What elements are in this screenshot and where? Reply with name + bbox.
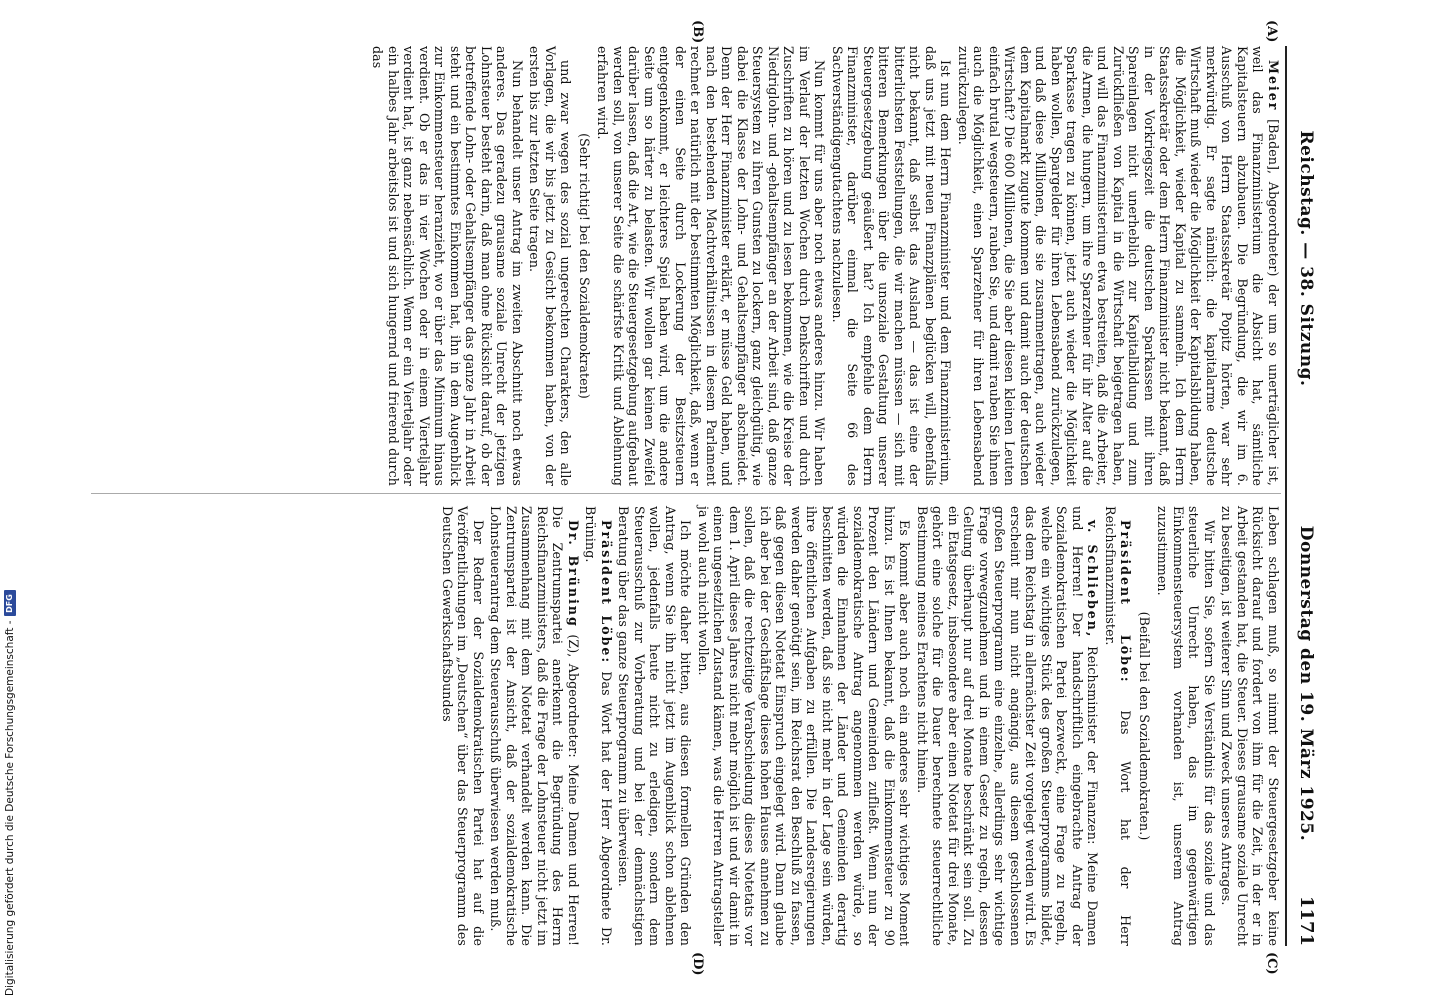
paragraph-text: (Z), Abgeordneter: Meine Damen und Herren! Die Zentrumspartei anerkennt die Begründung des Herrn Reichsfinanzministers, daß die Frage der Lohnsteuer nicht jetzt im Zusammenhang mit dem Notetat verhandelt werden kann. Die Zentrumspartei ist der Ansicht, daß der sozialdemokratische Lohnsteuerantrag dem Steuerausschuß überwiesen werden muß. (488, 506, 581, 946)
interjection (1137, 506, 1153, 946)
paragraph-text: Der Redner der Sozialdemokratischen Partei hat auf die Veröffentlichungen im „Deutschen“ über das Steuerprogramm des Deutschen Gewerkschaftsbundes (440, 506, 486, 946)
paragraph-text: Nun kommt für uns aber noch etwas anderes hinzu. Wir haben im Verlauf der letzten Wochen durch Denkschriften und durch Zuschriften zu hören und zu lesen bekommen, wie die Kreise der Niedriglohn- und -gehaltsempfänger an der Arbeit sind, daß ganze Steuersystem zu ihren Gunsten zu lockern, ganz gleichgültig, wie dabei die Klasse der Lohn- und Gehaltsempfänger abschneidet. Denn der Herr Finanzminister erklärt, er müsse Geld haben, und nach den bestehenden Machtverhältnissen in diesem Parlament rechnet er natürlich mit der bestimmten Möglichkeit, daß, wenn er der einen Seite durch Lockerung der Besitzsteuern entgegenkommt, er leichteres Spiel haben wird, um die andere Seite um so härter zu belasten. Wir wollen gar keinen Zweifel darüber lassen, daß die Art, wie die Steuergesetzgebung aufgebaut werden soll, von unserer Seite die schärfste Kritik und Ablehnung erfahren wird. (595, 46, 828, 486)
paragraph-text: [Baden], Abgeordneter) der um so unerträglicher ist, weil das Finanzministerium die Absicht hat, sämtliche Kapitalsteuern abzubauen. Die Begründung, die wir im 6. Ausschuß von Herrn Staatssekretär Popitz hörten, war sehr merkwürdig. Er sagte nämlich: die kapitalarme deutsche Wirtschaft muß wieder die Möglichkeit der Kapitalsbildung haben, die Möglichkeit, wieder Kapital zu sammeln. Ich dem Herrn Staatssekretär oder dem Herrn Finanzminister nicht bekannt, daß in der Vorkriegszeit die deutschen Sparkassen mit ihren Spareinlagen nicht unerheblich zur Kapitalbildung und zum Zurückfließen von Kapital in die Wirtschaft beigetragen haben, und will das Finanzministerium etwa bestreiten, daß die Arbeiter, die Armen, die hungern, um ihre Sparzehner für ihr Alter auf die Sparkasse tragen zu können, jetzt auch wieder die Möglichkeit haben wollen, Spargelder für ihren Lebensabend zurückzulegen, und daß diese Millionen, die sie zusammentragen, auch wieder dem Kapitalmarkt zugute kommen und damit auch der deutschen Wirtschaft? Die 600 Millionen, die Sie aber diesen kleinen Leuten einfach brutal wegsteuern, rauben Sie, und damit rauben Sie ihnen auch die Möglichkeit, einen Sparzehner für ihren Lebensabend zurückzulegen. (956, 46, 1281, 486)
paragraph-text: Nun behandelt unser Antrag im zweiten Abschnitt noch etwas anderes. Das geradezu grausame soziale Unrecht der jetzigen Lohnsteuer besteht darin, daß man ohne Rücksicht darauf, ob der betreffende Lohn- oder Gehaltsempfänger das ganze Jahr in Arbeit steht und ein bestimmtes Einkommen hat, ihn in dem Augenblick zur Einkommensteuer heranzieht, wo er über das Minimum hinaus verdient. Ob er das in vier Wochen oder in einem Vierteljahr verdient hat, ist ganz nebensächlich. Wenn er ein Vierteljahr oder ein halbes Jahr arbeitslos ist und sich hungernd und frierend durch das (370, 46, 525, 486)
right-column (438, 506, 1282, 946)
speech-paragraph (488, 506, 581, 946)
speech-paragraph (1103, 506, 1134, 946)
paragraph-text: Reichsminister der Finanzen: Meine Damen und Herren! Der handschriftlich eingebrachte Antrag der Sozialdemokratischen Partei bezweckt, eine Frage zu regeln, welche ein wichtiges Stück des großen Steuerprogramms bildet, das dem Reichstag in allernächster Zeit vorgelegt werden wird. Es erscheint mir nun nicht angängig, aus diesem geschlossenen großen Steuerprogramm eine einzelne, allerdings sehr wichtige Frage vorwegzunehmen und in einem Gesetz zu regeln, dessen Geltung überhaupt nur auf drei Monate beschränkt sein soll. Zu ein Etatsgesetz, insbesondere aber einen Notetat für drei Monate, gehört eine solche für die Dauer berechnete steuerrechtliche Bestimmung meines Erachtens nicht hinein. (915, 506, 1101, 946)
paragraph (595, 46, 828, 486)
left-column (368, 46, 1281, 486)
credit-strip (0, 0, 22, 1000)
paragraph-text: Wir bitten Sie, sofern Sie Verständnis für das soziale und das steuerliche Unrecht haben, das im gegenwärtigen Einkommensteuersystem vorhanden ist, unserem Antrag zuzustimmen. (1155, 506, 1217, 946)
speaker-name: v. Schlieben, (1085, 520, 1101, 639)
paragraph (1219, 506, 1281, 946)
paragraph-text: Ich möchte daher bitten, aus diesen formellen Gründen den Antrag, wenn Sie ihn nicht jetzt im Augenblick schon ablehnen wollen, jedenfalls heute nicht zu erledigen, sondern dem Steuerausschuß zur Vorberatung und bei der demnächstigen Beratung über das ganze Steuerprogramm zu überweisen. (616, 506, 694, 946)
paragraph-text: (Beifall bei den Sozialdemokraten.) (1137, 611, 1152, 841)
paragraph (616, 506, 694, 946)
margin-mark-a: (A) (1264, 20, 1279, 43)
paragraph-text: Es kommt aber auch noch ein anderes sehr wichtiges Moment hinzu. Es ist Ihnen bekannt, daß die Einkommensteuer zu 90 Prozent den Ländern und Gemeinden zufließt. Wenn nun der sozialdemokratische Antrag angenommen werden würde, so würden die Einnahmen der Länder und Gemeinden derartig beschnitten werden, daß sie nicht mehr in der Lage sein würden, ihre öffentlichen Aufgaben zu erfüllen. Die Landesregierungen werden daher genötigt sein, im Reichsrat den Beschluß zu fassen, daß gegen diesen Notetat Einspruch eingelegt wird. Dann glaube ich aber bei der Geschäftslage dieses hohen Hauses annehmen zu sollen, daß die rechtzeitige Verabschiedung dieses Notetats vor dem 1. April dieses Jahres nicht mehr möglich ist und wir damit in einen ungesetzlichen Zustand kämen, was die Herren Antragsteller ja wohl auch nicht wollen. (696, 506, 913, 946)
margin-mark-b: (B) (690, 20, 705, 44)
speech-paragraph (956, 46, 1282, 486)
header-right: Donnerstag den 19. März 1925. (1296, 525, 1316, 842)
paragraph (1155, 506, 1217, 946)
speaker-name: Präsident Löbe: (1118, 520, 1134, 684)
header-left: Reichstag. — 38. Sitzung. (1296, 130, 1316, 387)
paragraph (527, 46, 574, 486)
paragraph-text: Das Wort hat der Herr Reichsfinanzminister. (1103, 506, 1134, 946)
paragraph (830, 46, 954, 486)
paragraph (696, 506, 913, 946)
paragraph-text: Das Wort hat der Herr Abgeordnete Dr. Brüning. (583, 506, 614, 947)
paragraph-text: Ist nun dem Herrn Finanzminister und dem Finanzministerium, daß uns jetzt mit neuen Finanzplänen beglücken will, ebenfalls nicht bekannt, daß selbst das Ausland — das ist eine der bitterlichsten Feststellungen, die wir machen müssen — sich mit bitteren Bemerkungen über die unsoziale Gestaltung unserer Steuergesetzgebung geäußert hat? Ich empfehle dem Herrn Finanzminister, darüber einmal die Seite 66 des Sachverständigengutachtens nachzulesen. (830, 46, 954, 486)
page-number: 1171 (1296, 895, 1317, 947)
page-header (1291, 46, 1317, 946)
document-page (55, 0, 1345, 1000)
paragraph-text: Leben schlagen muß, so nimmt der Steuergesetzgeber keine Rücksicht darauf und fordert von ihm für die Zeit, in der er in Arbeit gestanden hat, die Steuer. Dieses grausame soziale Unrecht zu beseitigen, ist weiterer Sinn und Zweck unseres Antrages. (1219, 506, 1281, 946)
paragraph-text: und zwar wegen des sozial ungerechten Charakters, den alle Vorlagen, die wir bis jetzt zu Gesicht bekommen haben, von der ersten bis zur letzten Seite tragen. (527, 46, 574, 486)
column-divider (91, 493, 1281, 494)
header-rule (1285, 46, 1287, 946)
paragraph (370, 46, 525, 486)
speech-paragraph (583, 506, 614, 946)
speaker-name: Präsident Löbe: (599, 520, 614, 665)
dfg-logo: DFG (4, 590, 16, 616)
speaker-name: Dr. Brüning (566, 520, 581, 628)
margin-mark-c: (C) (1264, 952, 1279, 975)
credit-text: Digitalisierung gefördert durch die Deutsche Forschungsgemeinschaft - (4, 620, 16, 996)
margin-mark-d: (D) (690, 952, 705, 976)
speaker-name: Meier (1266, 60, 1281, 112)
speech-paragraph (915, 506, 1101, 946)
paragraph (440, 506, 487, 946)
paragraph-text: (Sehr richtig! bei den Sozialdemokraten) (577, 133, 592, 399)
interjection (577, 46, 593, 486)
